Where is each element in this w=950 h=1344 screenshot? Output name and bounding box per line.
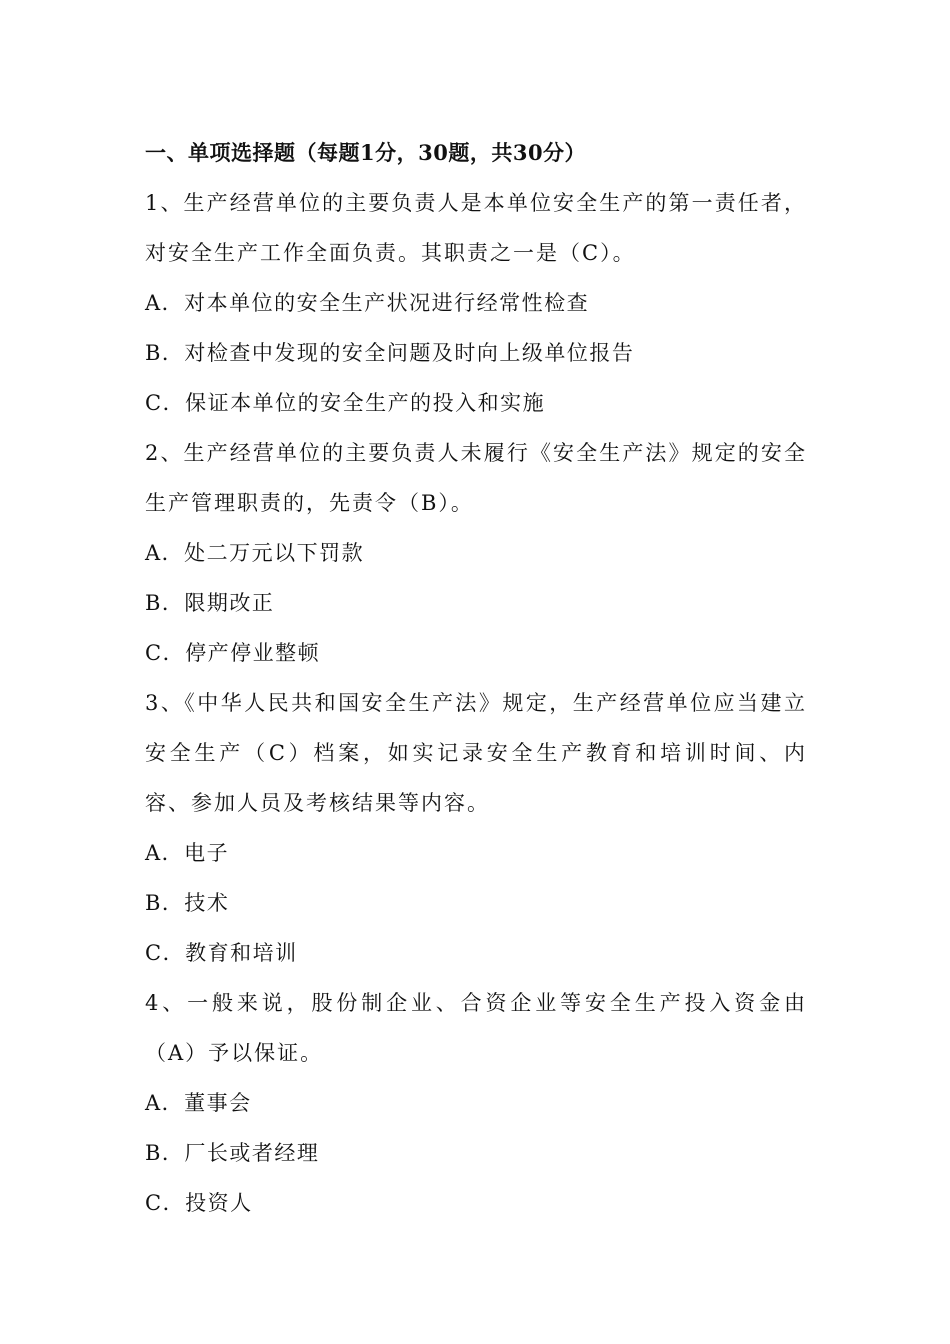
question-text: 3、《中华人民共和国安全生产法》规定，生产经营单位应当建立安全生产（C）档案，如实记录安全生产教育和培训时间、内容、参加人员及考核结果等内容。 [145, 691, 807, 815]
question-1 [145, 178, 807, 428]
option-a: A．处二万元以下罚款 [145, 541, 365, 565]
question-text: 1、生产经营单位的主要负责人是本单位安全生产的第一责任者，对安全生产工作全面负责。其职责之一是（C）。 [145, 191, 807, 265]
question-text: 4、一般来说，股份制企业、合资企业等安全生产投入资金由（A）予以保证。 [145, 991, 807, 1065]
option-b: B．厂长或者经理 [145, 1141, 320, 1165]
question-2 [145, 428, 807, 678]
option-c: C．投资人 [145, 1191, 253, 1215]
option-c: C．停产停业整顿 [145, 641, 321, 665]
option-a: A．董事会 [145, 1091, 252, 1115]
exam-page [145, 128, 807, 1228]
question-4 [145, 978, 807, 1228]
option-b: B．对检查中发现的安全问题及时向上级单位报告 [145, 341, 635, 365]
option-b: B．技术 [145, 891, 230, 915]
option-a: A．对本单位的安全生产状况进行经常性检查 [145, 291, 590, 315]
option-c: C．保证本单位的安全生产的投入和实施 [145, 391, 546, 415]
question-3 [145, 678, 807, 978]
option-c: C．教育和培训 [145, 941, 298, 965]
option-a: A．电子 [145, 841, 230, 865]
question-text: 2、生产经营单位的主要负责人未履行《安全生产法》规定的安全生产管理职责的，先责令（B）。 [145, 441, 807, 515]
option-b: B．限期改正 [145, 591, 275, 615]
section-title: 一、单项选择题（每题1分，30题，共30分） [145, 140, 587, 165]
